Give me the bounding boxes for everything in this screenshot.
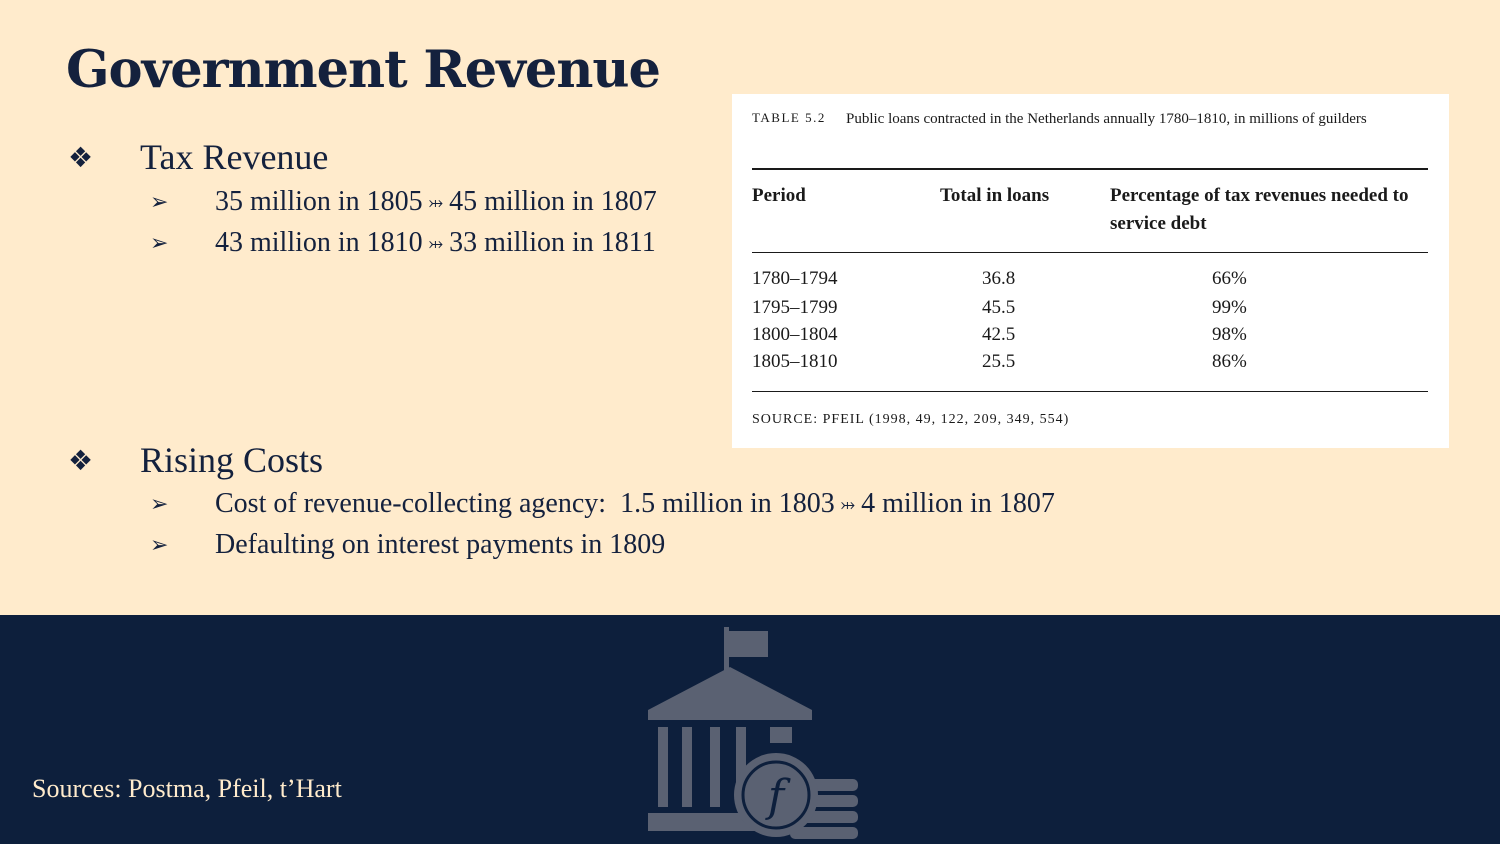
cell-period: 1800–1804 (752, 324, 838, 345)
sub-bullet (150, 227, 656, 259)
svg-text:f: f (767, 771, 785, 822)
sub-bullet (150, 529, 665, 561)
table-header-total: Total in loans (940, 185, 1050, 206)
loans-table-image (732, 94, 1449, 448)
sub-bullet-after: 4 million in 1807 (861, 488, 1055, 519)
diamond-bullet-icon: ❖ (68, 140, 94, 174)
right-arrow-icon: ⤔ (840, 493, 856, 515)
sources-text: Sources: Postma, Pfeil, t’Hart (32, 774, 342, 803)
bullet-tax-revenue (68, 136, 328, 178)
diamond-bullet-icon: ❖ (68, 443, 94, 477)
sub-bullet-before: Cost of revenue-collecting agency: 1.5 million in 1803 (215, 488, 835, 519)
table-number: TABLE 5.2 (752, 110, 826, 125)
table-header-rule (752, 252, 1428, 253)
table-row (732, 297, 1449, 325)
cell-loans: 45.5 (982, 297, 1016, 318)
slide-title: Government Revenue (66, 40, 660, 100)
table-source: SOURCE: PFEIL (1998, 49, 122, 209, 349, 554) (752, 412, 1070, 427)
arrowhead-bullet-icon: ➢ (150, 189, 169, 215)
cell-percentage: 99% (1212, 297, 1247, 318)
sub-bullet-before: Defaulting on interest payments in 1809 (215, 529, 666, 560)
table-row (732, 268, 1449, 296)
cell-percentage: 86% (1212, 351, 1247, 372)
cell-loans: 36.8 (982, 268, 1016, 289)
sub-bullet (150, 488, 1055, 520)
cell-period: 1780–1794 (752, 268, 838, 289)
sub-bullet (150, 186, 657, 218)
sub-bullet-before: 35 million in 1805 (215, 186, 423, 217)
sub-bullet-after: 45 million in 1807 (449, 186, 657, 217)
table-row (732, 351, 1449, 379)
bullet-rising-costs (68, 439, 323, 481)
bullet-label: Tax Revenue (140, 137, 329, 177)
cell-loans: 25.5 (982, 351, 1016, 372)
table-caption-text: Public loans contracted in the Netherlands annually 1780–1810, in millions of guilders (846, 111, 1367, 127)
table-header-percentage: Percentage of tax revenues needed to service debt (1110, 185, 1409, 234)
bullet-label: Rising Costs (140, 440, 324, 480)
sub-bullet-after: 33 million in 1811 (449, 227, 656, 258)
table-bottom-rule (752, 391, 1428, 392)
table-top-rule (752, 168, 1428, 170)
bank-building-florin-icon (640, 625, 870, 840)
cell-percentage: 66% (1212, 268, 1247, 289)
cell-loans: 42.5 (982, 324, 1016, 345)
table-caption (752, 108, 1406, 131)
cell-period: 1805–1810 (752, 351, 838, 372)
arrowhead-bullet-icon: ➢ (150, 532, 169, 558)
right-arrow-icon: ⤔ (428, 232, 444, 254)
cell-period: 1795–1799 (752, 297, 838, 318)
right-arrow-icon: ⤔ (428, 191, 444, 213)
table-row (732, 324, 1449, 352)
arrowhead-bullet-icon: ➢ (150, 230, 169, 256)
cell-percentage: 98% (1212, 324, 1247, 345)
sub-bullet-before: 43 million in 1810 (215, 227, 423, 258)
arrowhead-bullet-icon: ➢ (150, 491, 169, 517)
table-header-period: Period (752, 185, 806, 206)
